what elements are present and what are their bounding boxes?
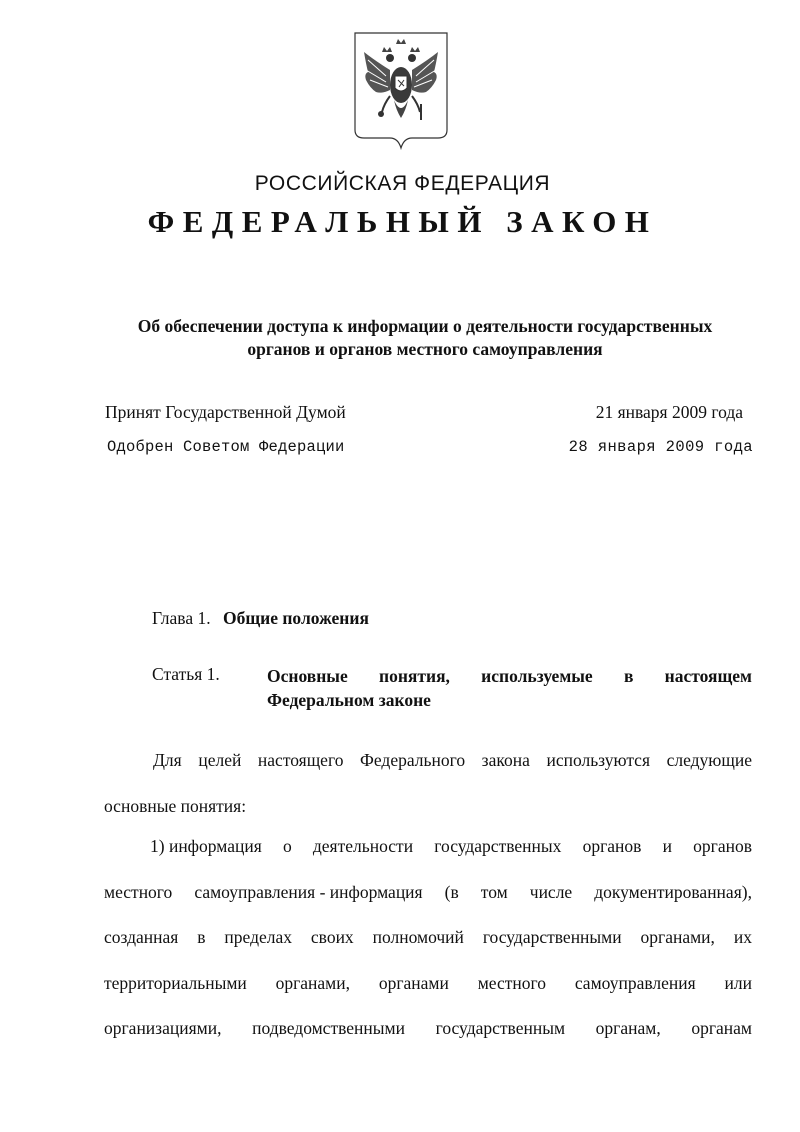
item1-word: полномочий bbox=[372, 927, 464, 947]
item1-word: организациями, bbox=[104, 1018, 222, 1038]
article-title-word: в bbox=[623, 666, 634, 686]
article-title-word: понятия, bbox=[379, 666, 450, 686]
item1-word: государственным bbox=[435, 1018, 566, 1038]
item1-word: 1) информация bbox=[150, 836, 262, 856]
item1-word: о bbox=[282, 836, 292, 856]
adopted-by-duma-label: Принят Государственной Думой bbox=[105, 402, 346, 422]
item1-word: и bbox=[662, 836, 672, 856]
article-title bbox=[267, 664, 752, 712]
law-title bbox=[110, 315, 740, 361]
item1-word: документированная), bbox=[594, 881, 752, 902]
article-title-line-1 bbox=[267, 664, 752, 688]
item1-word: (в bbox=[444, 881, 459, 902]
approved-date: 28 января 2009 года bbox=[568, 438, 753, 456]
item1-word: пределах bbox=[224, 927, 292, 947]
chapter-number: Глава 1. bbox=[152, 608, 211, 628]
item1-line-4 bbox=[104, 961, 752, 1007]
item1-word: самоуправления bbox=[574, 972, 696, 993]
item1-word: органов bbox=[693, 836, 752, 856]
item1-word: местного bbox=[104, 881, 173, 902]
article-title-line-2: Федеральном законе bbox=[267, 690, 431, 710]
intro-line-1 bbox=[104, 738, 752, 784]
item1-word: органам, bbox=[595, 1018, 661, 1038]
law-title-line-2: органов и органов местного самоуправления bbox=[247, 339, 603, 359]
item1-word: том bbox=[480, 881, 508, 902]
item1-word: органами, bbox=[640, 927, 715, 947]
item1-word: в bbox=[197, 927, 206, 947]
item1-line-2 bbox=[104, 870, 752, 916]
item1-word: их bbox=[733, 927, 752, 947]
chapter-title: Общие положения bbox=[222, 608, 369, 628]
article-title-word: Основные bbox=[267, 666, 348, 686]
item1-word: государственных bbox=[434, 836, 562, 856]
item1-line-1 bbox=[104, 824, 752, 870]
intro-paragraph bbox=[104, 738, 752, 829]
item1-word: органами bbox=[378, 972, 449, 993]
item1-word: числе bbox=[529, 881, 573, 902]
country-name: РОССИЙСКАЯ ФЕДЕРАЦИЯ bbox=[254, 172, 551, 195]
article-title-word: используемые bbox=[481, 666, 593, 686]
law-title-line-1: Об обеспечении доступа к информации о деятельности государственных bbox=[137, 316, 713, 336]
item1-word: органам bbox=[691, 1018, 752, 1038]
chapter-heading bbox=[152, 608, 369, 629]
intro-word: целей bbox=[198, 750, 242, 770]
russian-coat-of-arms-icon bbox=[352, 30, 450, 152]
item1-word: государственными bbox=[482, 927, 622, 947]
item1-word: самоуправления - информация bbox=[194, 881, 423, 902]
intro-word: Федерального bbox=[360, 750, 466, 770]
definition-item-1 bbox=[104, 824, 752, 1052]
intro-word: следующие bbox=[666, 750, 752, 770]
item1-word: созданная bbox=[104, 927, 179, 947]
item1-line-5 bbox=[104, 1006, 752, 1052]
article-number: Статья 1. bbox=[152, 664, 220, 684]
item1-word: деятельности bbox=[312, 836, 414, 856]
intro-word: Для bbox=[153, 750, 182, 770]
item1-word: территориальными bbox=[104, 972, 247, 993]
item1-word: или bbox=[724, 972, 752, 993]
item1-word: органами, bbox=[275, 972, 350, 993]
item1-word: своих bbox=[310, 927, 354, 947]
article-title-word: настоящем bbox=[664, 666, 752, 686]
item1-word: подведомственными bbox=[252, 1018, 405, 1038]
approved-by-council-label: Одобрен Советом Федерации bbox=[107, 438, 345, 456]
item1-word: органов bbox=[582, 836, 642, 856]
adopted-date: 21 января 2009 года bbox=[595, 402, 743, 422]
intro-word: закона bbox=[481, 750, 530, 770]
intro-word: настоящего bbox=[257, 750, 344, 770]
item1-word: местного bbox=[477, 972, 546, 993]
intro-line-2: основные понятия: bbox=[104, 795, 247, 816]
intro-word: используются bbox=[546, 750, 651, 770]
law-type-heading: ФЕДЕРАЛЬНЫЙ ЗАКОН bbox=[147, 204, 658, 239]
item1-line-3 bbox=[104, 915, 752, 961]
